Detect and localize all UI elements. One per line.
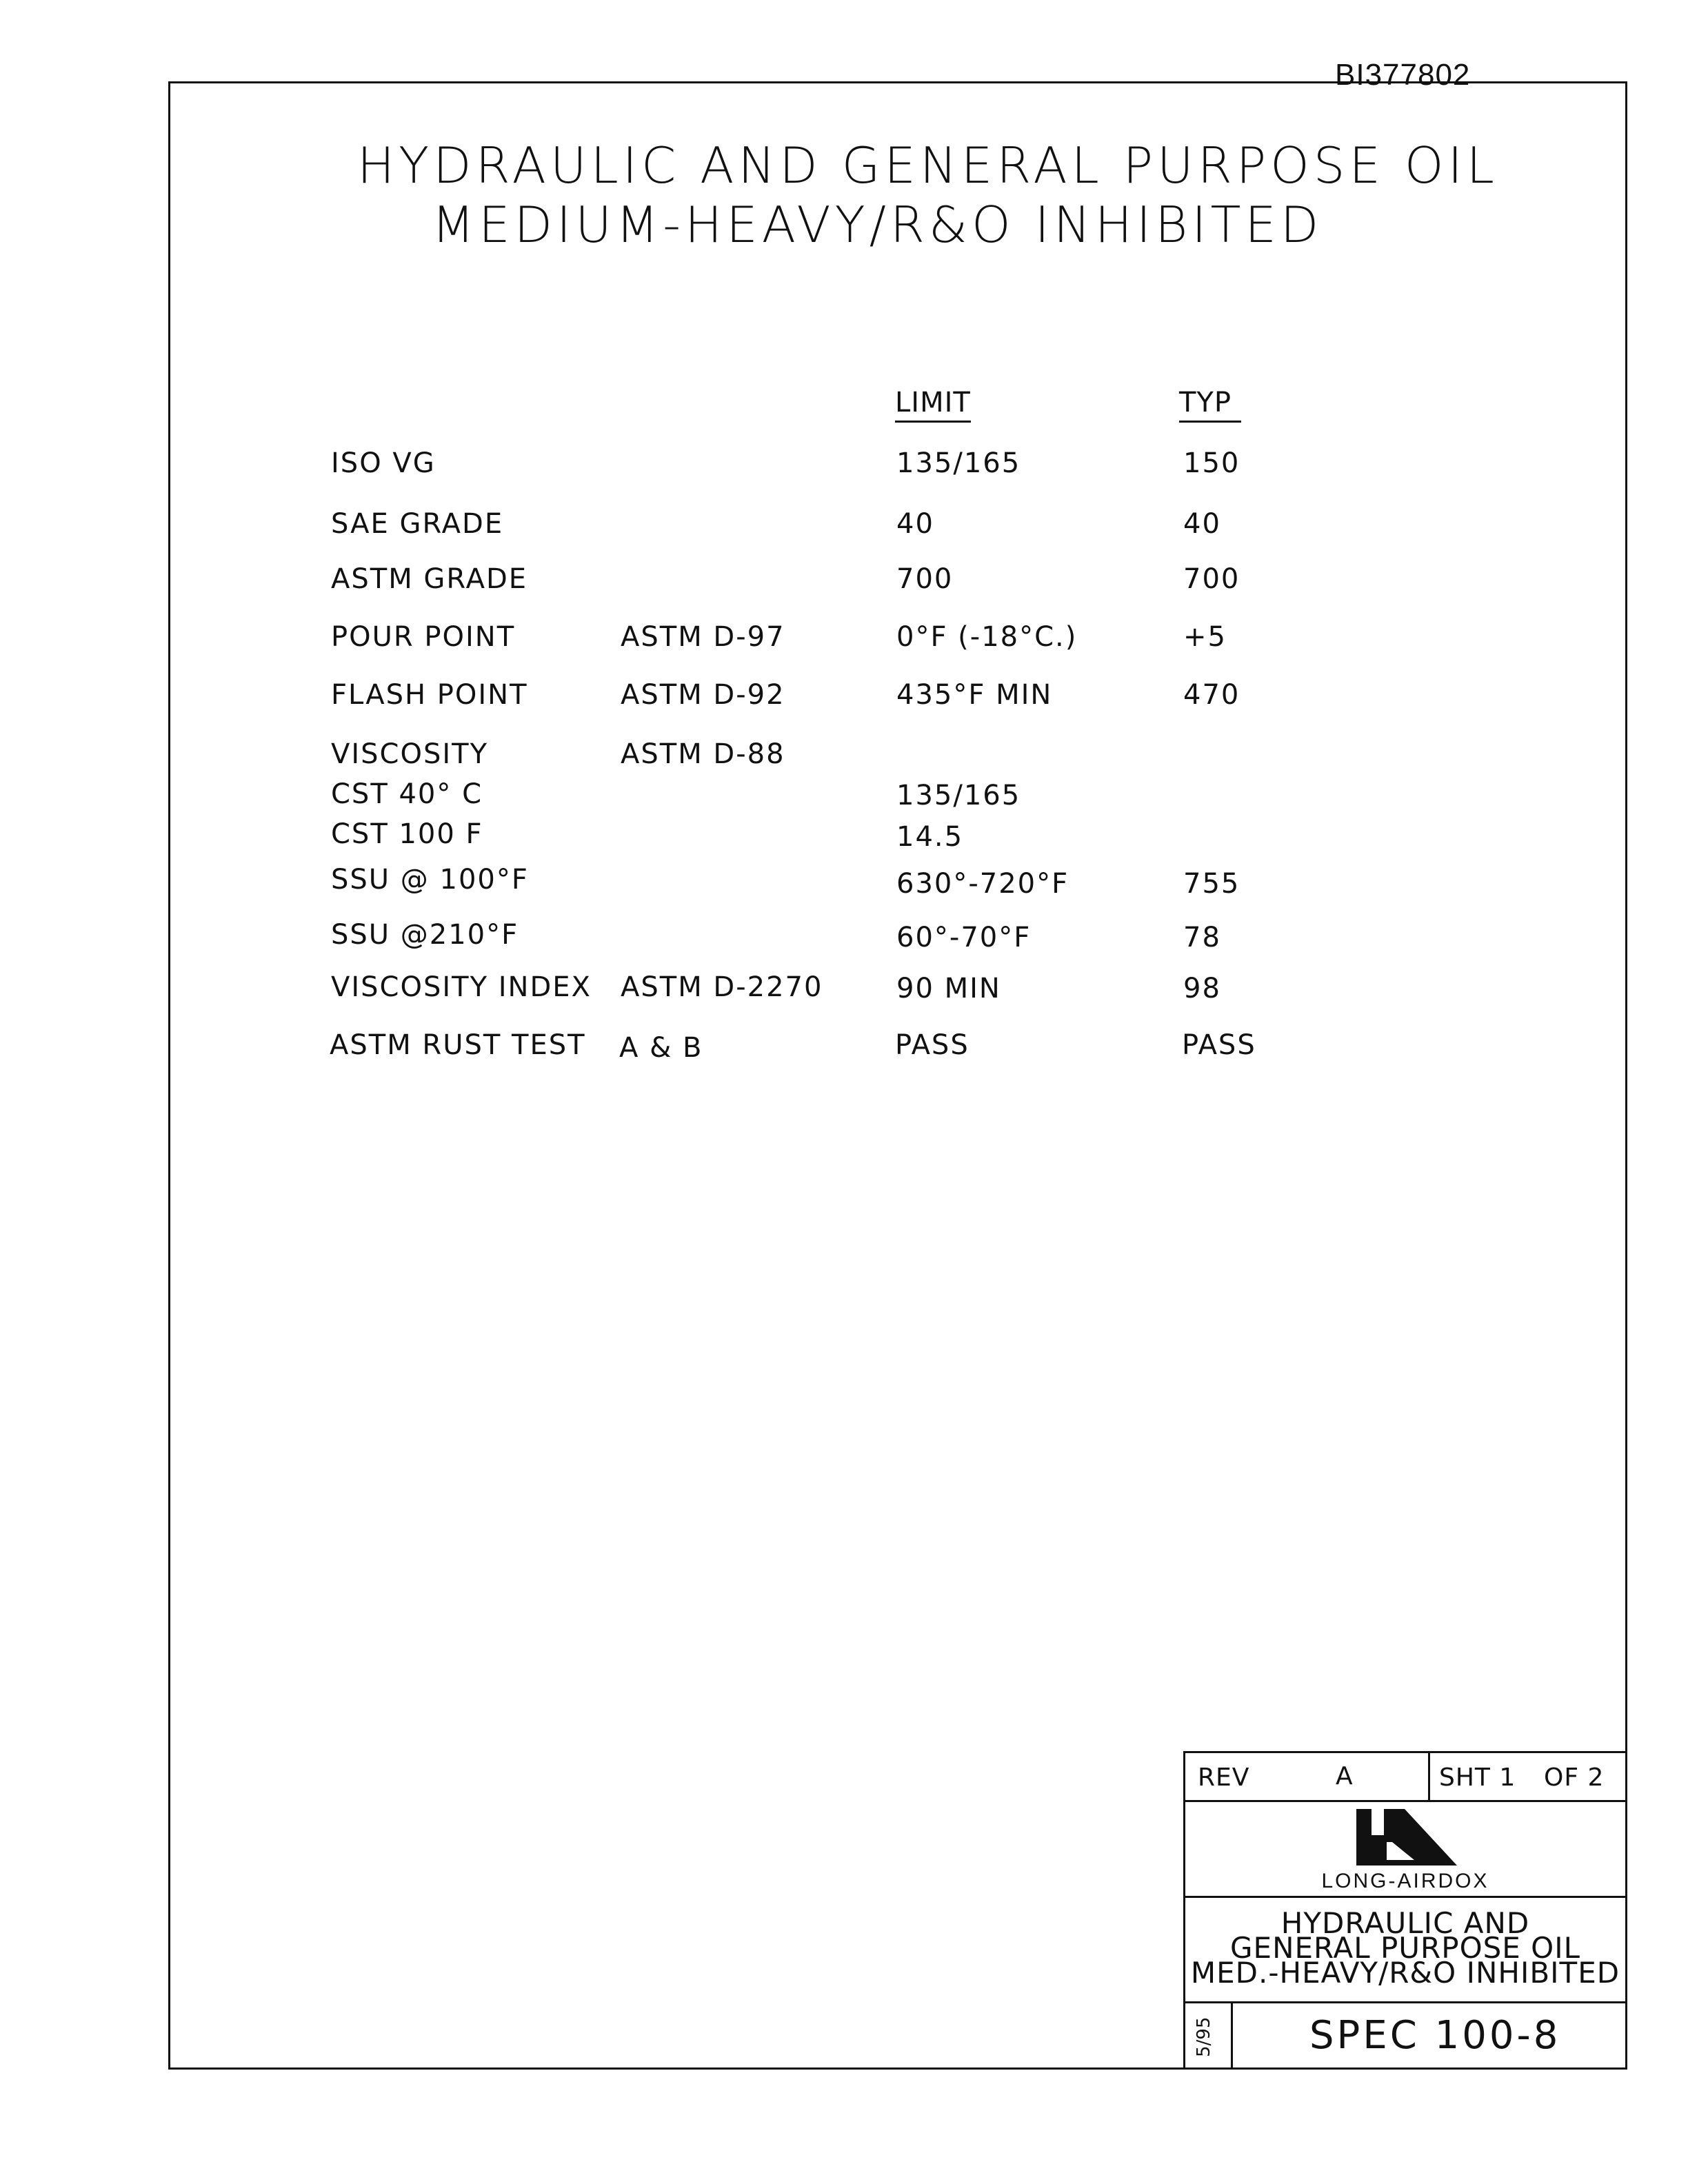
property-cell: CST 100 F <box>331 818 483 850</box>
limit-cell: 90 MIN <box>896 973 1001 1004</box>
typ-cell: 40 <box>1183 508 1221 540</box>
property-cell: POUR POINT <box>331 621 516 653</box>
revision-date: 5/95 <box>1194 2016 1214 2057</box>
limit-cell: PASS <box>895 1029 969 1061</box>
limit-cell: 135/165 <box>896 447 1021 479</box>
typ-cell: 78 <box>1183 922 1221 953</box>
limit-cell: 700 <box>896 563 954 595</box>
limit-cell: 0°F (-18°C.) <box>896 621 1078 653</box>
limit-cell: 60°-70°F <box>896 922 1032 953</box>
property-cell: SSU @210°F <box>331 919 519 951</box>
property-cell: FLASH POINT <box>331 679 528 711</box>
sheet-total: OF 2 <box>1544 1763 1605 1792</box>
limit-cell: 40 <box>896 508 934 540</box>
method-cell: ASTM D-97 <box>621 621 785 653</box>
limit-cell: 435°F MIN <box>896 679 1053 711</box>
property-cell: SAE GRADE <box>331 508 504 540</box>
description-line-2: GENERAL PURPOSE OIL <box>1229 1931 1581 1965</box>
property-cell: SSU @ 100°F <box>331 864 529 896</box>
sheet-number: SHT 1 <box>1439 1763 1516 1792</box>
method-cell: A & B <box>619 1032 703 1064</box>
title-block <box>1183 1751 1627 2070</box>
typ-cell: +5 <box>1183 621 1227 653</box>
property-cell: CST 40° C <box>331 778 483 810</box>
rev-label: REV <box>1198 1763 1250 1792</box>
limit-cell: 630°-720°F <box>896 868 1069 900</box>
typ-cell: 470 <box>1183 679 1240 711</box>
document-id: BI377802 <box>1335 58 1471 92</box>
property-cell: ASTM RUST TEST <box>330 1029 586 1061</box>
description-area <box>1185 1898 1625 2003</box>
property-cell: VISCOSITY INDEX <box>331 971 592 1003</box>
typ-cell: 98 <box>1183 973 1221 1004</box>
description-line-1: HYDRAULIC AND <box>1280 1906 1530 1940</box>
typ-cell: PASS <box>1182 1029 1256 1061</box>
company-name: LONG-AIRDOX <box>1321 1870 1489 1892</box>
title-line-2: MEDIUM-HEAVY/R&O INHIBITED <box>432 196 1323 254</box>
typ-header: TYP <box>1179 389 1241 423</box>
typ-cell: 700 <box>1183 563 1240 595</box>
property-cell: ASTM GRADE <box>331 563 528 595</box>
description-line-3: MED.-HEAVY/R&O INHIBITED <box>1190 1956 1620 1990</box>
limit-cell: 135/165 <box>896 780 1021 811</box>
method-cell: ASTM D-92 <box>621 679 785 711</box>
limit-header: LIMIT <box>895 389 971 423</box>
date-box <box>1185 2003 1233 2067</box>
title-line-1: HYDRAULIC AND GENERAL PURPOSE OIL <box>357 136 1498 194</box>
property-cell: VISCOSITY <box>331 738 489 770</box>
property-cell: ISO VG <box>331 447 436 479</box>
revision-row <box>1185 1753 1625 1802</box>
long-airdox-logo-icon <box>1356 1808 1457 1866</box>
logo-area <box>1185 1802 1625 1898</box>
typ-cell: 755 <box>1183 868 1240 900</box>
typ-cell: 150 <box>1183 447 1240 479</box>
row-divider <box>1428 1753 1430 1800</box>
spec-number: SPEC 100-8 <box>1309 2013 1561 2058</box>
method-cell: ASTM D-88 <box>621 738 785 770</box>
rev-value: A <box>1336 1762 1354 1790</box>
method-cell: ASTM D-2270 <box>621 971 823 1003</box>
limit-cell: 14.5 <box>896 821 964 853</box>
